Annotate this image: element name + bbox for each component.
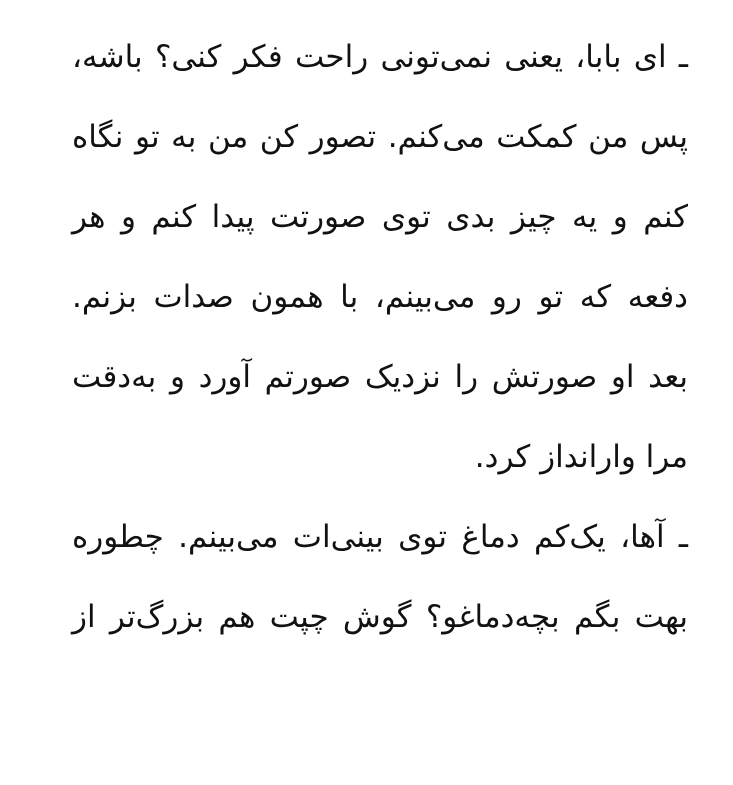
- page-text: [72, 30, 688, 670]
- text-line: بعد او صورتش را نزدیک صورتم آورد و به‌دقت: [72, 359, 688, 395]
- text-line: پس من کمکت می‌کنم. تصور کن من به تو نگاه: [72, 119, 688, 155]
- text-line: ـ ای بابا، یعنی نمی‌تونی راحت فکر کنی؟ باشه،: [72, 39, 688, 75]
- text-line: دفعه که تو رو می‌بینم، با همون صدات بزنم.: [72, 279, 688, 315]
- text-line: کنم و یه چیز بدی توی صورتت پیدا کنم و هر: [72, 199, 688, 235]
- text-line: بهت بگم بچه‌دماغو؟ گوش چپت هم بزرگ‌تر از: [72, 599, 688, 635]
- text-line: مرا وارانداز کرد.: [474, 439, 688, 475]
- text-line: ـ آها، یک‌کم دماغ توی بینی‌ات می‌بینم. چطوره: [72, 519, 688, 555]
